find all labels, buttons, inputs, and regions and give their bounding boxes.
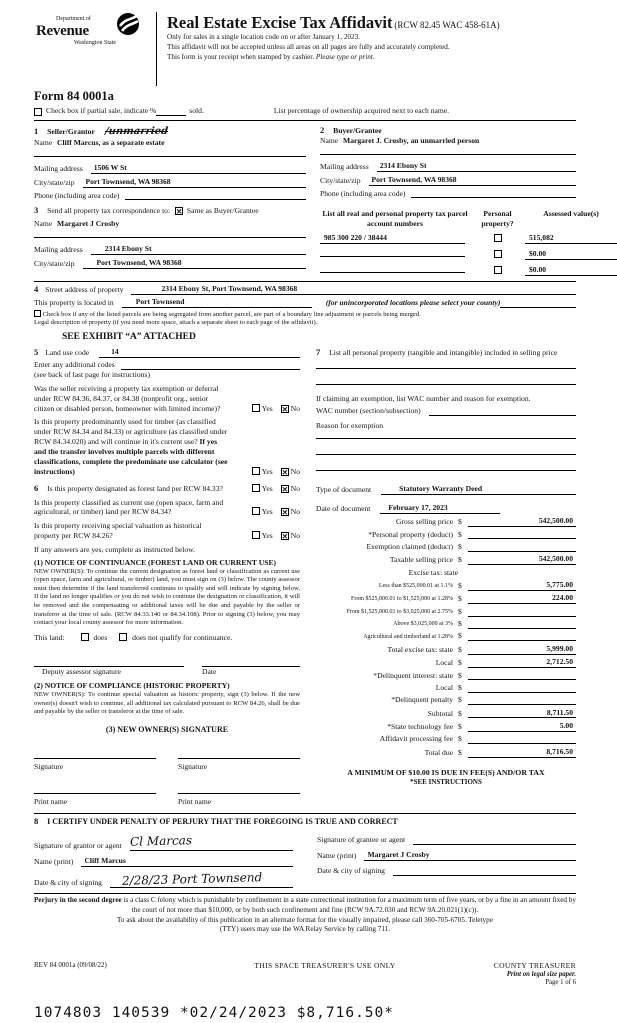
unincorporated-note: (for unincorporated locations please select your county) — [325, 297, 501, 307]
section-5-number: 5 — [34, 347, 39, 358]
right-column — [306, 347, 576, 807]
owner-print-name-field-2[interactable] — [178, 784, 300, 794]
correspondence-mailing-field[interactable]: 2314 Ebony St — [91, 244, 306, 255]
tax-label: *Personal property (deduct) — [368, 529, 453, 539]
parcel-table — [320, 205, 617, 275]
additional-codes-label: Enter any additional codes — [34, 360, 115, 370]
wac-number-label: WAC number (section/subsection) — [316, 405, 421, 415]
tax-label: Subtotal — [427, 708, 453, 718]
grantee-signing-block — [317, 831, 576, 888]
yes-checkbox[interactable] — [252, 531, 260, 539]
personal-property-list-label: List all personal property (tangible and intangible) included in selling price — [329, 348, 558, 358]
form-number: Form 84 0001a — [34, 89, 114, 103]
section-4-property — [34, 284, 576, 343]
correspondence-name-value[interactable]: Margaret J Crosby — [57, 219, 120, 229]
form-title: Real Estate Excise Tax Affidavit — [167, 13, 393, 32]
header — [34, 12, 576, 86]
dollar-sign: $ — [458, 644, 462, 654]
correspondence-extra-name-field[interactable] — [34, 237, 306, 238]
grantee-print-name-label: Name (print) — [317, 851, 357, 861]
divider-2 — [34, 281, 576, 282]
parcel-row — [320, 264, 617, 276]
buyer-name-label: Name — [320, 136, 339, 146]
divider-1 — [34, 120, 576, 121]
owner-print-name-field-1[interactable] — [34, 784, 156, 794]
seller-city-field[interactable]: Port Townsend, WA 98368 — [83, 177, 307, 188]
tax-label: *State technology fee — [387, 721, 453, 731]
deputy-date-field[interactable] — [202, 657, 300, 667]
type-of-document-field[interactable]: Statutory Warranty Deed — [381, 484, 576, 495]
tax-bracket-label: From $525,000.01 to $1,525,000 at 1.28% — [351, 596, 453, 603]
section-1-number: 1 — [34, 126, 39, 137]
owner-signature-fields — [34, 749, 300, 772]
accessibility-note-2: (TTY) users may use the WA Relay Service by calling 711. — [219, 925, 391, 934]
ownership-note: List percentage of ownership acquired next to each name. — [273, 106, 450, 116]
reason-exemption-field-1[interactable] — [316, 438, 576, 439]
personal-property-header: Personal property? — [481, 209, 514, 229]
parcel-row — [320, 248, 617, 260]
exhibit-a-text: SEE EXHIBIT “A” ATTACHED — [62, 331, 196, 342]
dollar-sign: $ — [458, 734, 462, 744]
forest-land-question: 6 Is this property designated as forest land per RCW 84.33? — [34, 482, 223, 493]
correspondence-city-label: City/state/zip — [34, 259, 75, 269]
timber-question: Is this property predominantly used for timber (as classified under RCW 84.34 and 84.33) or agriculture (as classified under RCW 84.34.020) and will continue in it's current use? If yes and the transfer involves multiple parcels with different classifications, complete the predominate use calculator (see instructions) — [34, 417, 228, 476]
parcel-numbers-header: List all real and personal property tax parcel account numbers — [322, 209, 468, 229]
notice-continuance-body: NEW OWNER(S): To continue the current designation as forest land or classification as current use (open space, farm and agricultural, or timber) land, you must sign on (3) below. The county assessor must then determine if the land transferred continues to qualify and will indicate by signing below. If the land no longer qualifies or you do not wish to continue the designation or classification, it will be removed and the compensating or additional taxes will be due and payable by the seller or transferor at the time of sale. (RCW 84.33.140 or 84.34.108). Prior to signing (3) below, you may contact your local county assessor for more information. — [34, 567, 300, 627]
additional-codes-note: (see back of last page for instructions) — [34, 369, 150, 379]
logo-state-text: Washington State — [74, 39, 117, 46]
personal-property-checkbox[interactable] — [494, 234, 502, 242]
no-label: No — [290, 466, 300, 476]
parcel-number-field[interactable] — [320, 248, 465, 257]
print-name-label: Print name — [34, 796, 68, 806]
land-qualify-row — [34, 633, 300, 643]
yes-label: Yes — [261, 483, 273, 493]
gross-selling-price-field[interactable]: 542,500.00 — [468, 516, 576, 527]
no-checkbox[interactable]: ✕ — [281, 484, 289, 494]
correspondence-city-field[interactable]: Port Townsend, WA 98368 — [83, 258, 307, 269]
header-note-2: This affidavit will not be accepted unless all areas on all pages are fully and accurately completed. — [167, 43, 450, 52]
dollar-sign: $ — [458, 695, 462, 705]
dollar-sign: $ — [458, 658, 462, 668]
timber-question-bold: If yes and the transfer involves multiple parcels with different classifications, complete the predominate use calculator (see instructions) — [34, 437, 228, 476]
buyer-phone-label: Phone (including area code) — [320, 188, 406, 198]
dollar-sign: $ — [458, 619, 462, 629]
current-use-question-row — [34, 498, 300, 518]
does-checkbox[interactable] — [81, 633, 89, 641]
tax-label: Affidavit processing fee — [379, 734, 453, 744]
deputy-assessor-signature-label: Deputy assessor signature — [42, 666, 121, 676]
segregated-label: Check box if any of the listed parcels are being segregated from another parcel, are part of a boundary line adjustment or parcels being merged. — [42, 310, 421, 318]
tax-label: Gross selling price — [396, 517, 453, 527]
section-3-correspondence — [34, 205, 306, 275]
state-technology-fee-field[interactable]: 5.00 — [468, 721, 576, 732]
historic-yes-no — [244, 531, 300, 541]
bracket-2-field[interactable]: 224.00 — [468, 593, 576, 604]
same-as-buyer-checkbox[interactable]: ✕ — [176, 207, 183, 217]
personal-property-field-2[interactable] — [316, 384, 576, 385]
seller-mailing-field[interactable]: 1506 W St — [91, 163, 306, 174]
yes-checkbox[interactable] — [252, 467, 260, 475]
section-4-number: 4 — [34, 283, 39, 294]
dollar-sign: $ — [458, 555, 462, 565]
treasurer-stamp: 1074803 140539 *02/24/2023 $8,716.50* — [34, 1005, 395, 1022]
partial-sale-checkbox[interactable] — [34, 108, 42, 116]
same-as-buyer-label: Same as Buyer/Grantee — [186, 206, 259, 216]
type-or-print-note: Please type or print. — [315, 53, 375, 62]
perjury-bold: Perjury in the second degree — [34, 896, 122, 905]
parcel-number-field[interactable]: 985 300 220 / 38444 — [320, 233, 465, 244]
local-tax-field[interactable]: 2,712.50 — [468, 657, 576, 668]
grantor-date-city-label: Date & city of signing — [34, 878, 102, 888]
yes-label: Yes — [261, 531, 273, 541]
does-not-label: does not qualify for continuance. — [132, 632, 233, 642]
parcel-number-field[interactable] — [320, 264, 465, 273]
exemption-yes-no — [244, 404, 300, 414]
tax-label: Total due — [424, 747, 453, 757]
buyer-extra-name-field[interactable] — [320, 154, 576, 155]
yes-checkbox[interactable] — [252, 484, 260, 492]
parties-grid — [34, 125, 576, 200]
correspondence-mailing-label: Mailing address — [34, 245, 83, 255]
left-column — [34, 347, 306, 807]
personal-property-deduct-field[interactable] — [468, 530, 576, 539]
grantor-signature-label: Signature of grantor or agent — [34, 840, 122, 850]
street-address-label: Street address of property — [45, 284, 124, 294]
see-instructions-note: *SEE INSTRUCTIONS — [410, 777, 482, 786]
no-checkbox[interactable]: ✕ — [281, 467, 289, 477]
partial-sale-percent-field[interactable] — [156, 115, 186, 116]
legal-description-label: Legal description of property (if you need more space, attach a separate sheet to each page of the affidavit). — [34, 319, 318, 327]
correspondence-parcels-grid — [34, 205, 599, 275]
if-yes-note: If any answers are yes, complete as instructed below. — [34, 545, 196, 555]
owner-print-name-fields — [34, 784, 300, 807]
grantor-date-city-value[interactable]: 2/28/23 Port Townsend — [121, 869, 263, 888]
total-due-field[interactable]: 8,716.50 — [468, 747, 576, 758]
yes-label: Yes — [261, 466, 273, 476]
county-treasurer-block — [436, 961, 576, 989]
tax-label: Taxable selling price — [389, 555, 453, 565]
dollar-sign: $ — [458, 517, 462, 527]
total-excise-state-field[interactable]: 5,999.00 — [468, 644, 576, 655]
grantee-signature-label: Signature of grantee or agent — [317, 835, 406, 845]
signature-label: Signature — [178, 762, 208, 772]
forest-land-question-row — [34, 483, 300, 494]
tax-label: *Delinquent interest: state — [373, 670, 453, 680]
deputy-date-label: Date — [202, 666, 217, 676]
logo-revenue-text: Revenue — [36, 22, 89, 39]
seller-city-label: City/state/zip — [34, 177, 75, 187]
bracket-3-field[interactable] — [468, 608, 576, 617]
historic-question-row — [34, 521, 300, 541]
seller-name-value[interactable]: Cliff Marcus, as a separate estate — [57, 138, 165, 148]
partial-sale-sold-label: sold. — [189, 106, 204, 116]
section-3-number: 3 — [34, 205, 39, 216]
parcel-row — [320, 233, 617, 244]
land-use-code-field[interactable]: 14 — [99, 347, 300, 358]
exemption-claimed-field[interactable] — [468, 543, 576, 552]
buyer-city-label: City/state/zip — [320, 175, 361, 185]
timber-yes-no — [244, 467, 300, 477]
tax-bracket-label: Agricultural and timberland at 1.28% — [363, 633, 453, 640]
divider-3 — [34, 813, 576, 814]
grantor-signing-block — [34, 831, 293, 888]
type-of-document-label: Type of document — [316, 485, 372, 494]
tax-label: Local — [435, 682, 453, 692]
notice-compliance-title: (2) NOTICE OF COMPLIANCE (HISTORIC PROPERTY) — [34, 681, 230, 691]
tax-label: Exemption claimed (deduct) — [366, 541, 453, 551]
dollar-sign: $ — [458, 631, 462, 641]
seller-name-label: Name — [34, 138, 53, 148]
legal-size-note: Print on legal size paper. — [506, 970, 576, 978]
assessed-value-field[interactable]: $0.00 — [525, 265, 617, 276]
county-field[interactable] — [500, 307, 576, 308]
dollar-sign: $ — [458, 594, 462, 604]
accessibility-note-1: To ask about the availability of this publication in an alternate format for the visually impaired, please call 360-705-6705. Teletype — [117, 915, 493, 924]
wac-number-field[interactable] — [429, 415, 576, 416]
buyer-mailing-field[interactable]: 2314 Ebony St — [377, 161, 576, 172]
reason-exemption-field-2[interactable] — [316, 454, 576, 455]
no-checkbox[interactable]: ✕ — [281, 404, 289, 414]
grantee-date-city-label: Date & city of signing — [317, 866, 385, 876]
yes-checkbox[interactable] — [252, 404, 260, 412]
exemption-question: Was the seller receiving a property tax exemption or deferral under RCW 84.36, 84.37, or 84.38 (nonprofit org., senior citizen or disabled person, homeowner with limited income)? — [34, 383, 221, 413]
buyer-name-value[interactable]: Margaret J. Crosby, an unmarried person — [343, 136, 480, 146]
dollar-sign: $ — [458, 721, 462, 731]
mid-columns — [34, 347, 576, 807]
footer — [34, 961, 576, 989]
affidavit-processing-fee-field[interactable] — [468, 735, 576, 744]
this-land-label: This land: — [34, 632, 65, 642]
tax-bracket-label: Less than $525,000.01 at 1.1% — [378, 583, 453, 590]
unmarried-annotation: /unmarried — [104, 126, 169, 138]
grantor-signature-value[interactable]: Cl Marcas — [129, 833, 192, 850]
agricultural-field[interactable] — [468, 632, 576, 641]
section-8-certify — [34, 816, 576, 888]
header-note-1: Only for sales in a single location code on or after January 1, 2023. — [167, 32, 361, 41]
tax-bracket-label: From $1,525,000.01 to $3,025,000 at 2.75% — [346, 608, 453, 615]
header-divider — [156, 12, 157, 86]
section-6-number: 6 — [34, 482, 39, 493]
delinquent-interest-state-field[interactable] — [468, 671, 576, 680]
bracket-1-field[interactable]: 5,775.00 — [468, 580, 576, 591]
no-checkbox[interactable]: ✕ — [281, 532, 289, 542]
no-label: No — [290, 403, 300, 413]
logo-department-text: Department of — [56, 16, 91, 22]
owner-signature-field-1[interactable] — [34, 749, 156, 759]
timber-question-row — [34, 417, 300, 476]
notice-compliance-body: NEW OWNER(S): To continue special valuation as historic property, sign (3) below. If the new owner(s) doesn't wish to continue, all additional tax calculated pursuant to RCW 84.26, shall be due and payable by the seller or transferor at the time of sale. — [34, 691, 300, 716]
buyer-grantee-title: Buyer/Grantee — [333, 126, 382, 136]
tax-bracket-label: Above $3,025,000 at 3% — [393, 621, 453, 628]
does-label: does — [93, 632, 108, 642]
rev-form-number: REV 84 0001a (09/08/22) — [34, 960, 107, 969]
date-of-document-field[interactable]: February 17, 2023 — [380, 503, 500, 514]
partial-sale-label: Check box if partial sale, indicate % — [46, 106, 157, 116]
dollar-sign: $ — [458, 606, 462, 616]
section-8-number: 8 — [34, 815, 39, 826]
seller-phone-field[interactable] — [125, 199, 306, 200]
historic-question: Is this property receiving special valuation as historical property per RCW 84.26? — [34, 521, 202, 541]
dollar-sign: $ — [458, 529, 462, 539]
tax-label: Total excise tax: state — [387, 644, 453, 654]
signature-label: Signature — [34, 762, 64, 772]
dollar-sign: $ — [458, 541, 462, 551]
no-label: No — [290, 507, 300, 517]
treasurer-space-note: THIS SPACE TREASURER'S USE ONLY — [254, 960, 396, 970]
form-title-rcw: (RCW 82.45 WAC 458-61A) — [394, 20, 500, 30]
grantor-print-name-label: Name (print) — [34, 856, 74, 866]
exemption-question-row — [34, 384, 300, 414]
tax-label: *Delinquent penalty — [391, 695, 453, 705]
current-use-question: Is this property classified as current use (open space, farm and agricultural, or timber) land per RCW 84.34? — [34, 497, 224, 517]
land-use-code-label: Land use code — [45, 348, 90, 358]
new-owners-signature-title: (3) NEW OWNER(S) SIGNATURE — [105, 724, 229, 734]
divider-4 — [34, 893, 576, 894]
partial-sale-row — [34, 106, 576, 116]
personal-property-checkbox[interactable] — [494, 250, 502, 258]
taxable-selling-price-field[interactable]: 542,500.00 — [468, 554, 576, 565]
seller-phone-label: Phone (including area code) — [34, 190, 120, 200]
page-indicator: Page 1 of 6 — [545, 979, 576, 987]
seller-grantor-title: Seller/Grantor — [47, 127, 95, 137]
delinquent-penalty-field[interactable] — [468, 696, 576, 705]
section-1-seller — [34, 125, 306, 200]
no-label: No — [290, 531, 300, 541]
tax-computation — [316, 516, 576, 757]
current-use-yes-no — [244, 507, 300, 517]
grantor-print-name-value[interactable]: Cliff Marcus — [81, 856, 293, 867]
grantee-date-city-value[interactable] — [393, 866, 576, 876]
dollar-sign: $ — [458, 581, 462, 591]
assessed-value-field[interactable]: $0.00 — [525, 249, 617, 260]
dollar-sign: $ — [458, 708, 462, 718]
section-7-number: 7 — [316, 347, 321, 358]
parcel-table-header — [320, 209, 617, 229]
county-treasurer-label: COUNTY TREASURER — [493, 960, 576, 970]
personal-property-field-1[interactable] — [316, 368, 576, 369]
bracket-4-field[interactable] — [468, 620, 576, 629]
no-label: No — [290, 483, 300, 493]
segregated-checkbox[interactable] — [34, 310, 41, 317]
revenue-swoosh-icon — [116, 12, 140, 39]
reason-exemption-label: Reason for exemption — [316, 420, 384, 430]
seller-mailing-label: Mailing address — [34, 163, 83, 173]
buyer-mailing-label: Mailing address — [320, 161, 369, 171]
perjury-note: Perjury in the second degree is a class C felony which is punishable by confinement in a state correctional institution for a maximum term of five years, or by a fine in an amount fixed by the court of not more than $10,000, or by both such confinement and fine (RCW 9A.72.030 and RCW 9A.20.021(1)(c)). To ask about the availability of this publication in an alternate format for the visually impaired, please call 360-705-6705. Teletype (TTY) users may use the WA Relay Service by calling 711. — [34, 896, 576, 934]
notice-continuance-title: (1) NOTICE OF CONTINUANCE (FOREST LAND OR CURRENT USE) — [34, 557, 277, 567]
assessed-value-field[interactable]: 515,082 — [525, 233, 617, 244]
deputy-assessor-signature-field[interactable] — [34, 657, 184, 667]
dollar-sign: $ — [458, 747, 462, 757]
correspondence-name-label: Name — [34, 219, 53, 229]
title-block — [167, 12, 576, 63]
yes-label: Yes — [261, 507, 273, 517]
assessed-value-header: Assessed value(s) — [543, 209, 599, 219]
dollar-sign: $ — [458, 670, 462, 680]
buyer-phone-field[interactable] — [411, 197, 576, 198]
personal-property-checkbox[interactable] — [494, 266, 502, 274]
header-note-3: This form is your receipt when stamped by cashier. Please type or print. — [167, 53, 375, 62]
subtotal-field[interactable]: 8,711.50 — [468, 708, 576, 719]
print-name-label: Print name — [178, 796, 212, 806]
section-2-number: 2 — [320, 125, 325, 136]
exemption-claim-note: If claiming an exemption, list WAC number and reason for exemption. — [316, 393, 531, 403]
section-2-buyer — [320, 125, 576, 200]
located-in-label: This property is located in — [34, 297, 114, 307]
revenue-logo — [34, 12, 152, 48]
correspondence-intro: Send all property tax correspondence to: — [47, 206, 171, 216]
yes-checkbox[interactable] — [252, 507, 260, 515]
yes-label: Yes — [261, 403, 273, 413]
dollar-sign: $ — [458, 682, 462, 692]
date-of-document-label: Date of document — [316, 503, 371, 513]
tax-label: Local — [435, 658, 453, 668]
excise-tax-state-header: Excise tax: state — [408, 567, 458, 577]
located-in-field[interactable]: Port Townsend — [122, 297, 312, 308]
delinquent-interest-local-field[interactable] — [468, 684, 576, 693]
buyer-city-field[interactable]: Port Townsend, WA 98368 — [369, 175, 577, 186]
no-checkbox[interactable]: ✕ — [281, 508, 289, 518]
grantee-print-name-value[interactable]: Margaret J Crosby — [364, 850, 576, 861]
certify-title: I CERTIFY UNDER PENALTY OF PERJURY THAT THE FOREGOING IS TRUE AND CORRECT — [47, 816, 398, 826]
does-not-checkbox[interactable] — [119, 633, 127, 641]
seller-extra-name-field[interactable] — [34, 156, 306, 157]
owner-signature-field-2[interactable] — [178, 749, 300, 759]
reason-exemption-field-3[interactable] — [316, 470, 576, 471]
forest-yes-no — [244, 484, 300, 494]
street-address-field[interactable]: 2314 Ebony St, Port Townsend, WA 98368 — [131, 284, 576, 295]
minimum-due-note: A MINIMUM OF $10.00 IS DUE IN FEE(S) AND/OR TAX — [347, 767, 545, 777]
